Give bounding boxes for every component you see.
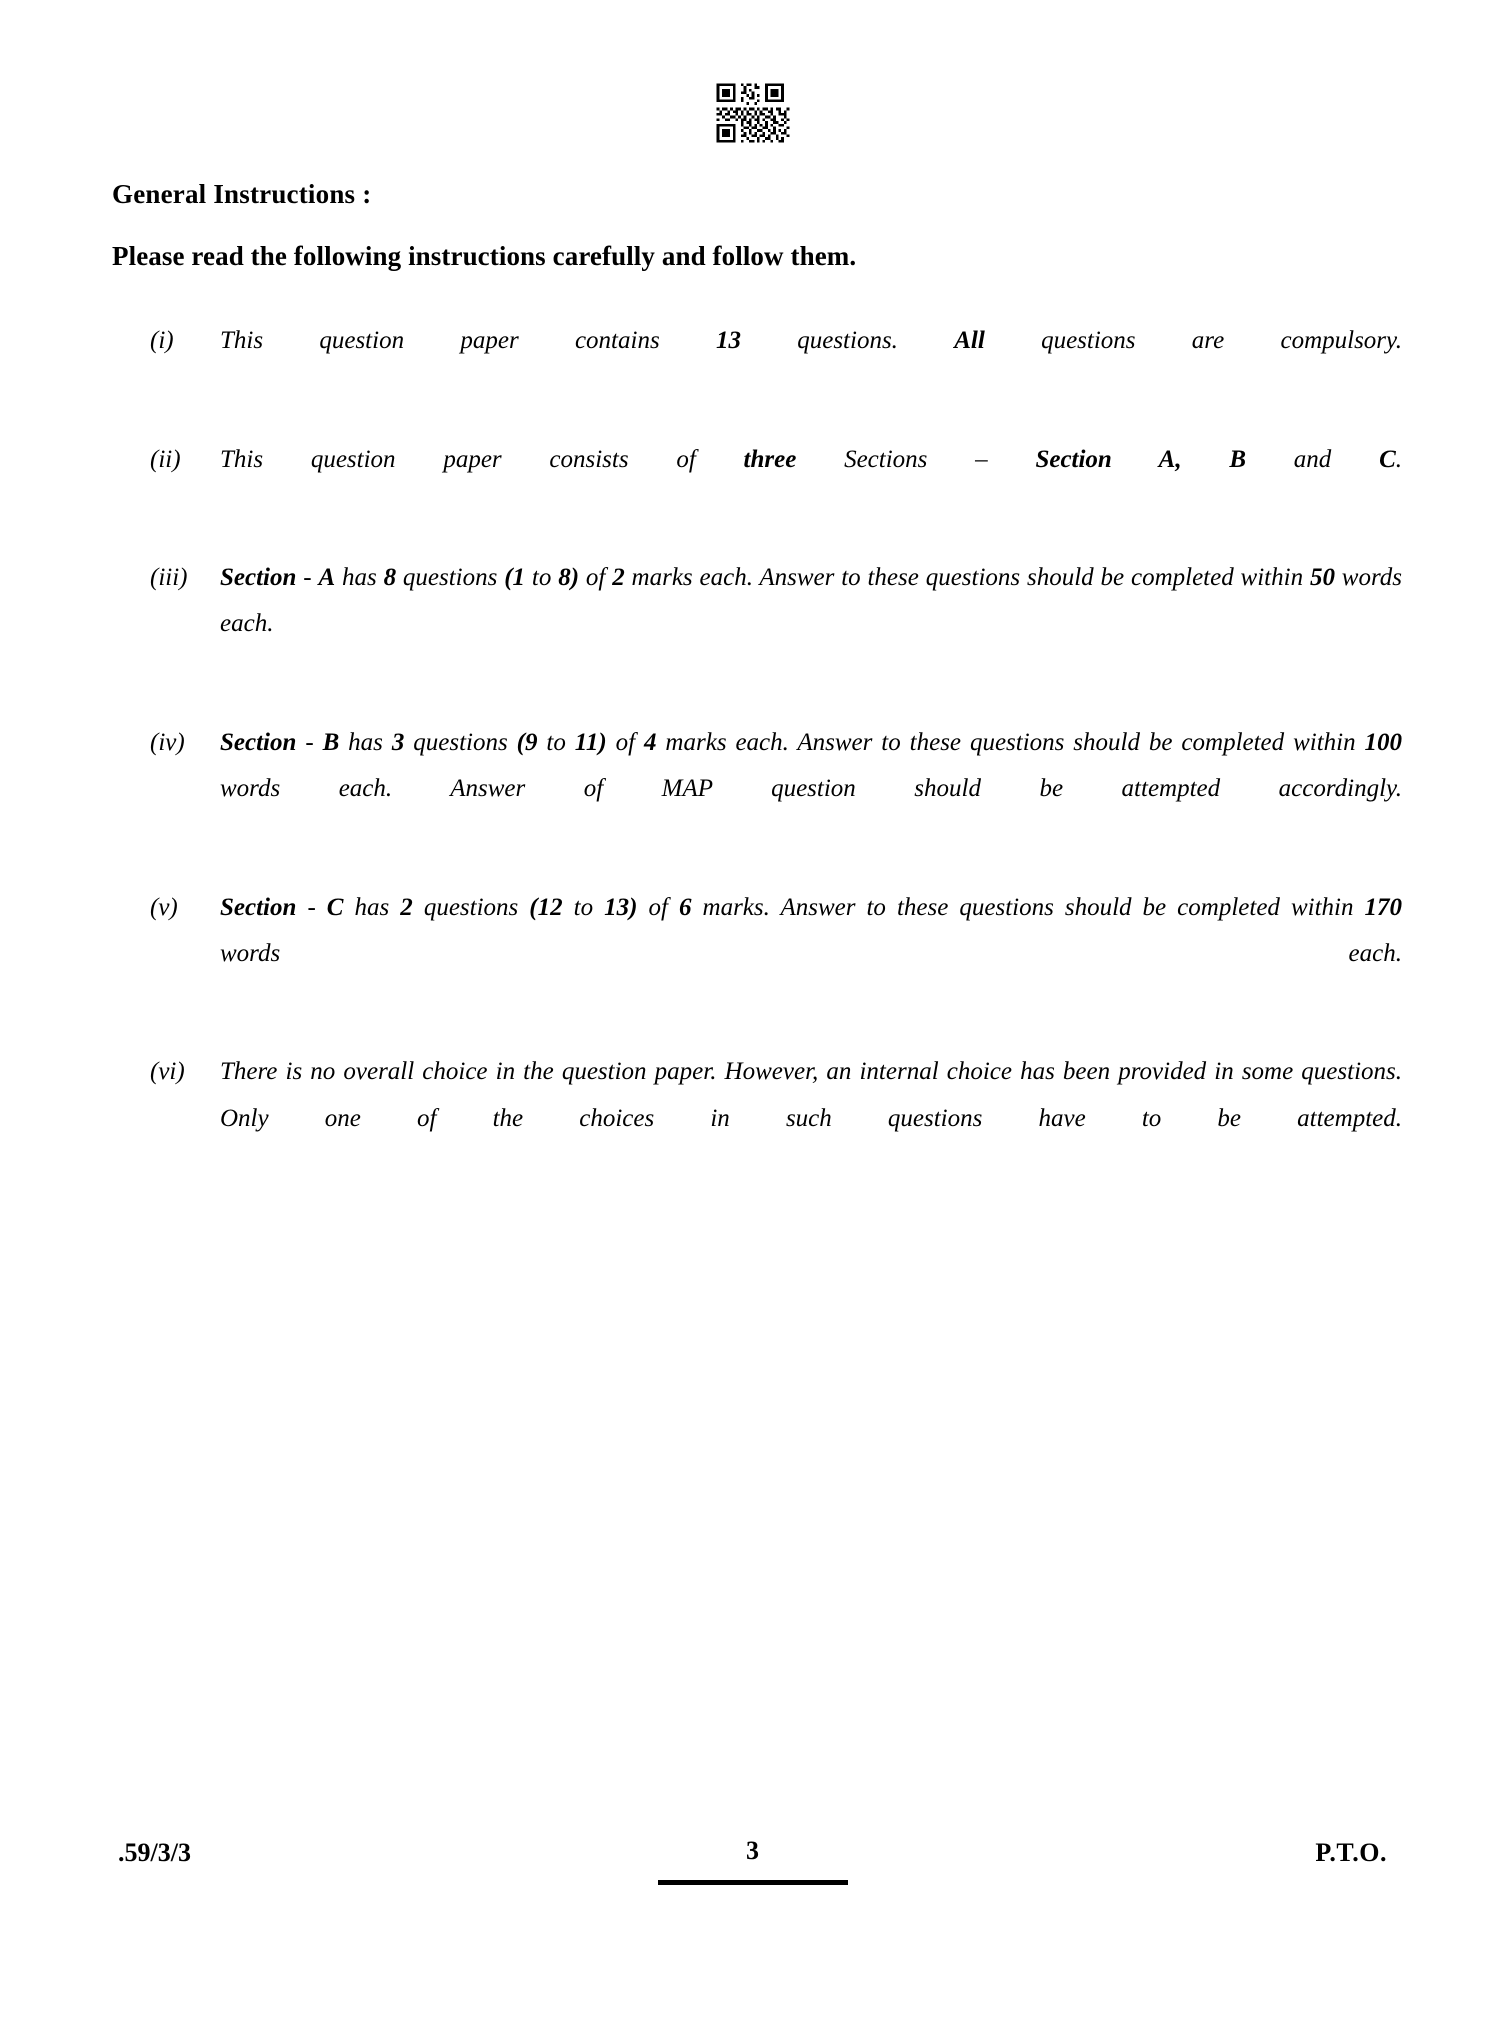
- qr-code-icon: [714, 78, 792, 148]
- instruction-item: [112, 885, 1402, 1024]
- instruction-text: This question paper consists of three Sections – Section A, B and C.: [220, 445, 1402, 473]
- instruction-numeral: (vi): [150, 1058, 185, 1086]
- paper-code: .59/3/3: [118, 1838, 191, 1867]
- page-footer: [0, 1838, 1505, 1928]
- instruction-numeral: (v): [150, 893, 178, 921]
- instruction-item: [112, 1049, 1402, 1188]
- instruction-text: This question paper contains 13 questions. All questions are compulsory.: [220, 327, 1402, 354]
- instructions-list: [112, 318, 1402, 1214]
- instruction-item: [112, 555, 1402, 694]
- instruction-item: [112, 720, 1402, 859]
- general-instructions-heading: General Instructions :: [112, 179, 372, 209]
- page-number-rule: [658, 1880, 848, 1885]
- instruction-text: Section - B has 3 questions (9 to 11) of 4 marks each. Answer to these questions should be completed within 100 words each. Answer of MAP question should be attempted accordingly.: [220, 728, 1403, 802]
- please-read-heading: Please read the following instructions carefully and follow them.: [112, 241, 857, 272]
- page-number: 3: [746, 1836, 759, 1865]
- instruction-item: [112, 318, 1402, 411]
- turn-over-label: P.T.O.: [1315, 1838, 1387, 1867]
- instruction-numeral: (iii): [150, 564, 188, 591]
- instruction-text: Section - A has 8 questions (1 to 8) of 2 marks each. Answer to these questions should be completed within 50 words each.: [220, 564, 1402, 638]
- instruction-numeral: (iv): [150, 728, 185, 756]
- instruction-item: [112, 437, 1402, 530]
- instruction-text: There is no overall choice in the question paper. However, an internal choice has been provided in some questions. Only one of the choices in such questions have to be attempted.: [220, 1058, 1402, 1132]
- page-number-block: [658, 1838, 848, 1885]
- instruction-numeral: (ii): [150, 445, 181, 473]
- instruction-text: Section - C has 2 questions (12 to 13) of 6 marks. Answer to these questions should be completed within 170 words each.: [220, 893, 1402, 967]
- instruction-numeral: (i): [150, 327, 174, 354]
- instructions-heading-block: [112, 178, 1412, 273]
